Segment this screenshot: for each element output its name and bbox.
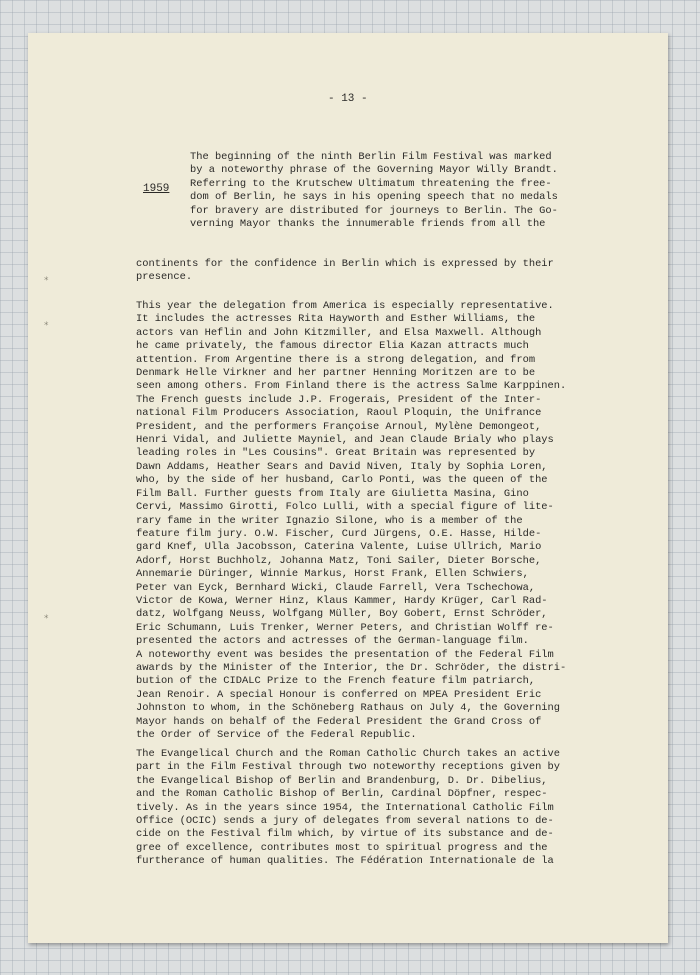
text-line: dom of Berlin, he says in his opening speech that no medals bbox=[190, 191, 558, 204]
text-line: Jean Renoir. A special Honour is conferred on MPEA President Eric bbox=[136, 688, 542, 701]
text-line: by a noteworthy phrase of the Governing Mayor Willy Brandt. bbox=[190, 164, 558, 177]
text-line: Annemarie Düringer, Winnie Markus, Horst Frank, Ellen Schwiers, bbox=[136, 568, 529, 581]
text-line: gree of excellence, contributes most to spiritual progress and the bbox=[136, 841, 548, 854]
text-line: Dawn Addams, Heather Sears and David Niven, Italy by Sophia Loren, bbox=[136, 460, 548, 473]
text-line: presence. bbox=[136, 271, 193, 284]
text-line: The Evangelical Church and the Roman Catholic Church takes an active bbox=[136, 748, 561, 760]
paragraph-1-continued bbox=[136, 258, 554, 285]
text-line: A noteworthy event was besides the presentation of the Federal Film bbox=[136, 648, 554, 661]
text-line: who, by the side of her husband, Carlo Ponti, was the queen of the bbox=[136, 474, 548, 487]
text-line: It includes the actresses Rita Hayworth and Esther Williams, the bbox=[136, 313, 536, 326]
text-line: and the Roman Catholic Bishop of Berlin, Cardinal Döpfner, respec- bbox=[136, 788, 548, 801]
text-line: gard Knef, Ulla Jacobsson, Caterina Valente, Luise Ullrich, Mario bbox=[136, 541, 542, 554]
text-line: cide on the Festival film which, by virtue of its substance and de- bbox=[136, 828, 554, 841]
paragraph-1-indented bbox=[190, 151, 558, 231]
text-line: the Order of Service of the Federal Republic. bbox=[136, 729, 417, 741]
document-page bbox=[28, 33, 668, 943]
text-line: continents for the confidence in Berlin which is expressed by their bbox=[136, 258, 554, 270]
text-line: for bravery are distributed for journeys to Berlin. The Go- bbox=[190, 204, 558, 217]
text-line: tively. As in the years since 1954, the International Catholic Film bbox=[136, 801, 554, 814]
page-number: - 13 - bbox=[328, 93, 368, 105]
punch-mark: ⁎ bbox=[44, 273, 49, 283]
punch-mark: ⁎ bbox=[44, 318, 49, 328]
text-line: Referring to the Krutschew Ultimatum threatening the free- bbox=[190, 177, 552, 190]
text-line: Film Ball. Further guests from Italy are Giulietta Masina, Gino bbox=[136, 487, 529, 500]
text-line: Peter van Eyck, Bernhard Wicki, Claude Farrell, Vera Tschechowa, bbox=[136, 581, 536, 594]
text-line: President, and the performers Françoise Arnoul, Mylène Demongeot, bbox=[136, 420, 542, 433]
text-line: bution of the CIDALC Prize to the French feature film patriarch, bbox=[136, 675, 536, 688]
text-line: The beginning of the ninth Berlin Film Festival was marked bbox=[190, 151, 552, 163]
text-line: Victor de Kowa, Werner Hinz, Klaus Kammer, Hardy Krüger, Carl Rad- bbox=[136, 594, 548, 607]
margin-year: 1959 bbox=[143, 183, 170, 195]
text-line: seen among others. From Finland there is the actress Salme Karppinen. bbox=[136, 380, 567, 393]
text-line: Denmark Helle Virkner and her partner Henning Moritzen are to be bbox=[136, 367, 536, 380]
text-line: awards by the Minister of the Interior, the Dr. Schröder, the distri- bbox=[136, 661, 567, 674]
text-line: the Evangelical Bishop of Berlin and Brandenburg, D. Dr. Dibelius, bbox=[136, 774, 548, 787]
text-line: Cervi, Massimo Girotti, Folco Lulli, with a special figure of lite- bbox=[136, 501, 554, 514]
text-line: This year the delegation from America is especially representative. bbox=[136, 300, 554, 312]
text-line: Johnston to whom, in the Schöneberg Rathaus on July 4, the Governing bbox=[136, 702, 561, 715]
text-line: rary fame in the writer Ignazio Silone, who is a member of the bbox=[136, 514, 523, 527]
text-line: he came privately, the famous director Elia Kazan attracts much bbox=[136, 340, 529, 353]
text-line: Office (OCIC) sends a jury of delegates from several nations to de- bbox=[136, 815, 554, 828]
text-line: The French guests include J.P. Frogerais, President of the Inter- bbox=[136, 393, 542, 406]
text-line: furtherance of human qualities. The Fédération Internationale de la bbox=[136, 855, 554, 868]
text-line: datz, Wolfgang Neuss, Wolfgang Müller, Boy Gobert, Ernst Schröder, bbox=[136, 608, 548, 621]
text-line: feature film jury. O.W. Fischer, Curd Jürgens, O.E. Hasse, Hilde- bbox=[136, 527, 542, 540]
text-line: Mayor hands on behalf of the Federal President the Grand Cross of bbox=[136, 715, 542, 728]
text-line: national Film Producers Association, Raoul Ploquin, the Unifrance bbox=[136, 407, 542, 420]
text-line: Adorf, Horst Buchholz, Johanna Matz, Toni Sailer, Dieter Borsche, bbox=[136, 554, 542, 567]
text-line: leading roles in "Les Cousins". Great Britain was represented by bbox=[136, 447, 536, 460]
text-line: actors van Heflin and John Kitzmiller, and Elsa Maxwell. Although bbox=[136, 326, 542, 339]
text-line: presented the actors and actresses of the German-language film. bbox=[136, 635, 529, 648]
text-line: verning Mayor thanks the innumerable friends from all the bbox=[190, 218, 546, 231]
text-line: Henri Vidal, and Juliette Mayniel, and Jean Claude Brialy who plays bbox=[136, 434, 554, 447]
punch-mark: ⁎ bbox=[44, 611, 49, 621]
paragraph-2 bbox=[136, 300, 566, 742]
text-line: part in the Film Festival through two noteworthy receptions given by bbox=[136, 761, 561, 774]
paragraph-3 bbox=[136, 748, 560, 869]
text-line: attention. From Argentine there is a strong delegation, and from bbox=[136, 353, 536, 366]
text-line: Eric Schumann, Luis Trenker, Werner Peters, and Christian Wolff re- bbox=[136, 621, 554, 634]
